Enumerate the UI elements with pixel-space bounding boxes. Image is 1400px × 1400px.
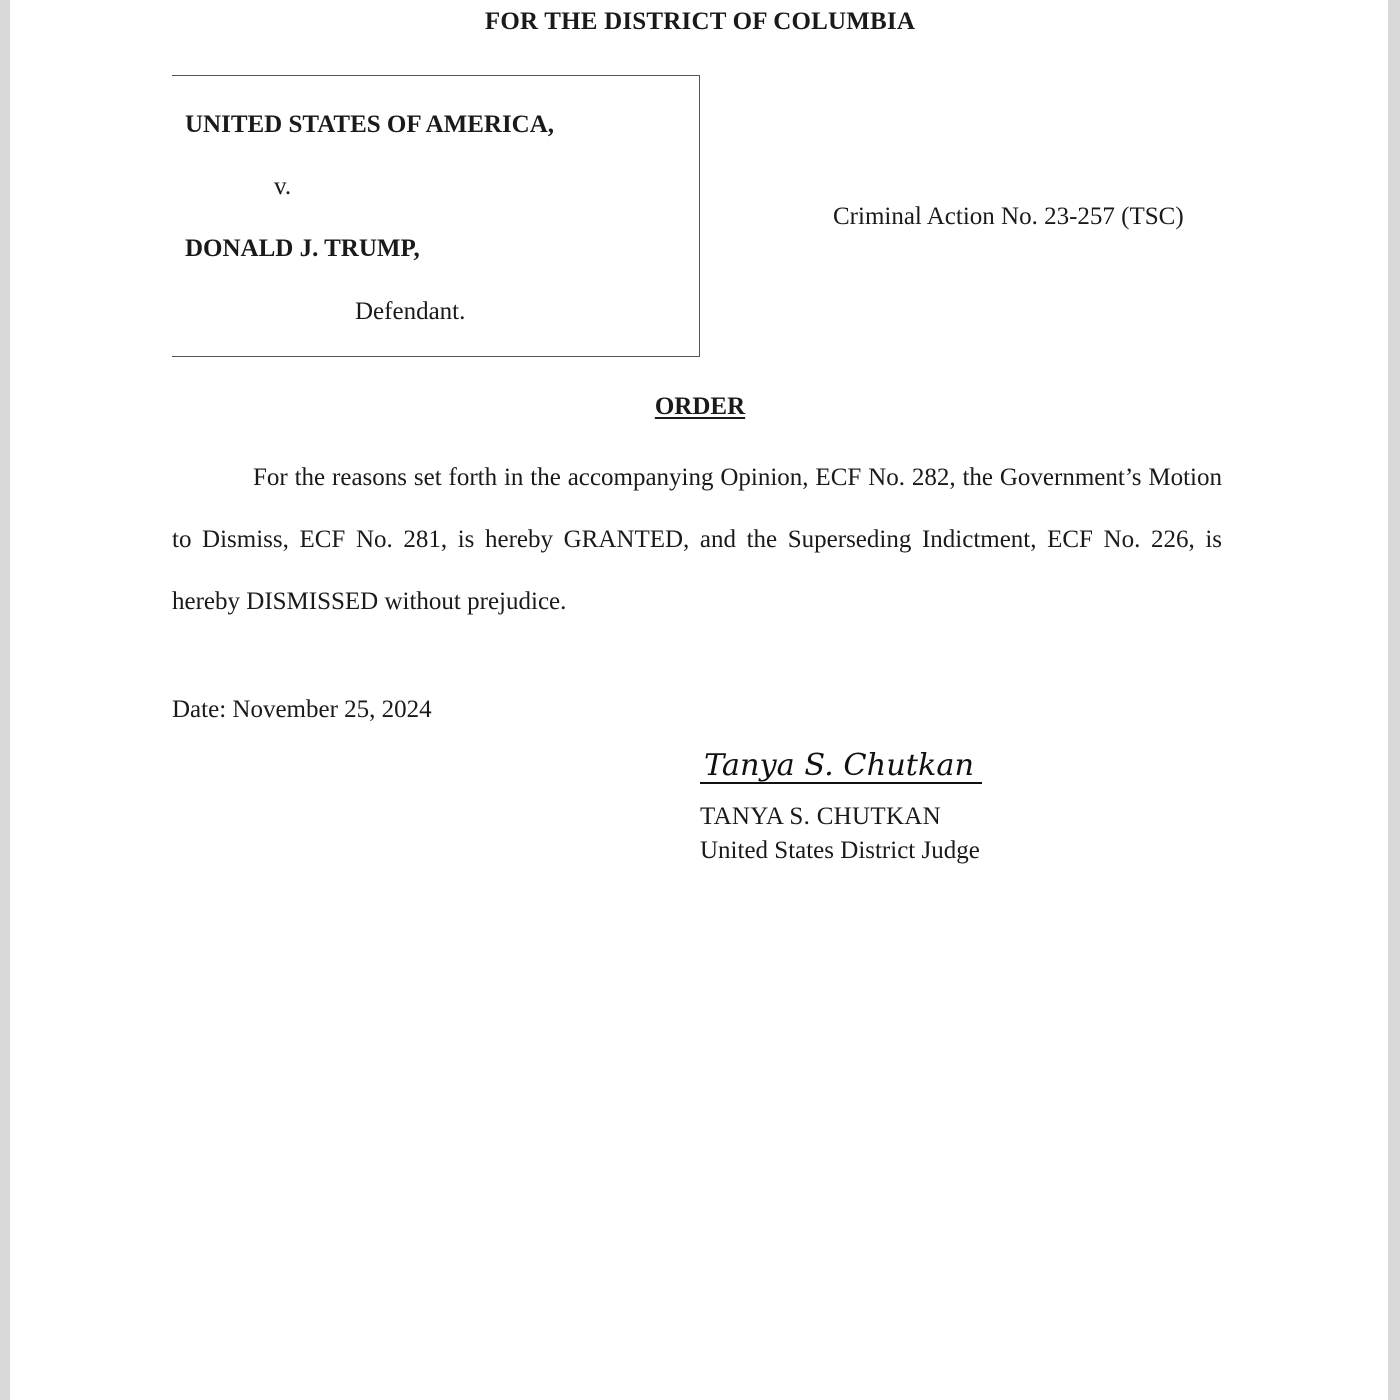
case-number: Criminal Action No. 23-257 (TSC) bbox=[833, 203, 1184, 230]
judge-name: TANYA S. CHUTKAN bbox=[700, 803, 942, 830]
judge-title: United States District Judge bbox=[700, 837, 980, 864]
order-date: Date: November 25, 2024 bbox=[172, 696, 432, 723]
order-heading: ORDER bbox=[654, 393, 746, 420]
order-body: For the reasons set forth in the accompanying Opinion, ECF No. 282, the Government’s Motion to Dismiss, ECF No. 281, is hereby GRANTED, and the Superseding Indictment, ECF No. 226, is hereby DISMISSED without prejudice. bbox=[172, 464, 1222, 615]
document-page bbox=[10, 0, 1388, 1400]
case-caption-box bbox=[172, 75, 700, 357]
defendant-name: DONALD J. TRUMP, bbox=[185, 235, 420, 262]
versus-label: v. bbox=[274, 173, 292, 200]
defendant-role: Defendant. bbox=[355, 298, 466, 325]
court-title: FOR THE DISTRICT OF COLUMBIA bbox=[484, 8, 916, 35]
svg-text:Tanya S. Chutkan: Tanya S. Chutkan bbox=[704, 748, 974, 783]
judge-signature bbox=[700, 745, 982, 789]
plaintiff-name: UNITED STATES OF AMERICA, bbox=[185, 111, 555, 138]
